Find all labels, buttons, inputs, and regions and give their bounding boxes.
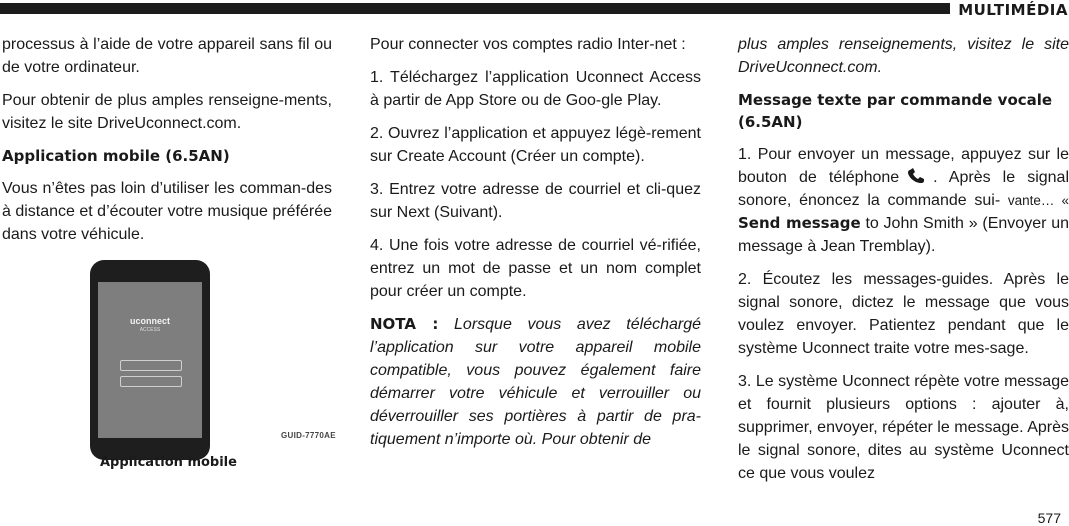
paragraph: 1. Téléchargez l’application Uconnect Access à partir de App Store ou de Goo-gle Play. [370,69,701,109]
page-number: 577 [1037,510,1061,526]
paragraph: 4. Une fois votre adresse de courriel vé-rifiée, entrez un mot de passe et un nom complet pour créer un compte. [370,237,701,300]
figure-mobile-app [86,260,336,472]
paragraph: 2. Ouvrez l’application et appuyez légè-rement sur Create Account (Créer un compte). [370,125,701,165]
section-title: MULTIMÉDIA [958,1,1068,19]
paragraph: 2. Écoutez les messages-guides. Après le signal sonore, dictez le message que vous voulez envoyer. Patientez pendant que le système Uconnect traite votre mes-sage. [738,271,1069,357]
paragraph: processus à l’aide de votre appareil sans fil ou de votre ordinateur. [2,36,332,76]
phone-icon [907,168,929,184]
paragraph: 3. Entrez votre adresse de courriel et cli-quez sur Next (Suivant). [370,181,701,221]
screen-button [120,376,182,387]
section-heading: Message texte par commande vocale (6.5AN) [738,91,1053,131]
paragraph: Pour connecter vos comptes radio Inter-net : [370,36,686,53]
paragraph: plus amples renseignements, visitez le site DriveUconnect.com. [738,36,1069,76]
paragraph: Vous n’êtes pas loin d’utiliser les comman-des à distance et d’écouter votre musique préférée dans votre véhicule. [2,180,332,243]
paragraph: 3. Le système Uconnect répète votre message et fournit plusieurs options : ajouter à, supprimer, envoyer, répéter le message. Après le signal sonore, dites au système Uconnect ce que vous voulez [738,373,1069,482]
header-rule [0,3,950,14]
figure-code: GUID-7770AE [281,431,336,440]
section-heading: Application mobile (6.5AN) [2,147,230,165]
uconnect-logo: uconnect ACCESS [129,316,170,333]
paragraph: 1. Pour envoyer un message, appuyez sur le bouton de téléphone . Après le signal sonore, énoncez la commande sui- vante… « Send message to John Smith » (Envoyer un message à Jean Tremblay). [738,146,1069,255]
phone-screen [98,282,202,438]
smartphone-image [90,260,210,460]
note-paragraph [370,313,701,451]
note-text: Lorsque vous avez téléchargé l’application sur votre appareil mobile compatible, vous pouvez également faire démarrer votre véhicule et verrouiller ou déverrouiller ses portières à partir de pra-tiquement n’importe où. Pour obtenir de [370,316,702,448]
screen-button [120,360,182,371]
column-left [2,33,332,256]
voice-command: Send message [738,214,861,232]
figure-caption: Application mobile [100,455,237,470]
column-middle [370,33,701,461]
paragraph: Pour obtenir de plus amples renseigne-ments, visitez le site DriveUconnect.com. [2,92,332,132]
note-label: NOTA : [370,315,439,333]
column-right [738,33,1069,495]
